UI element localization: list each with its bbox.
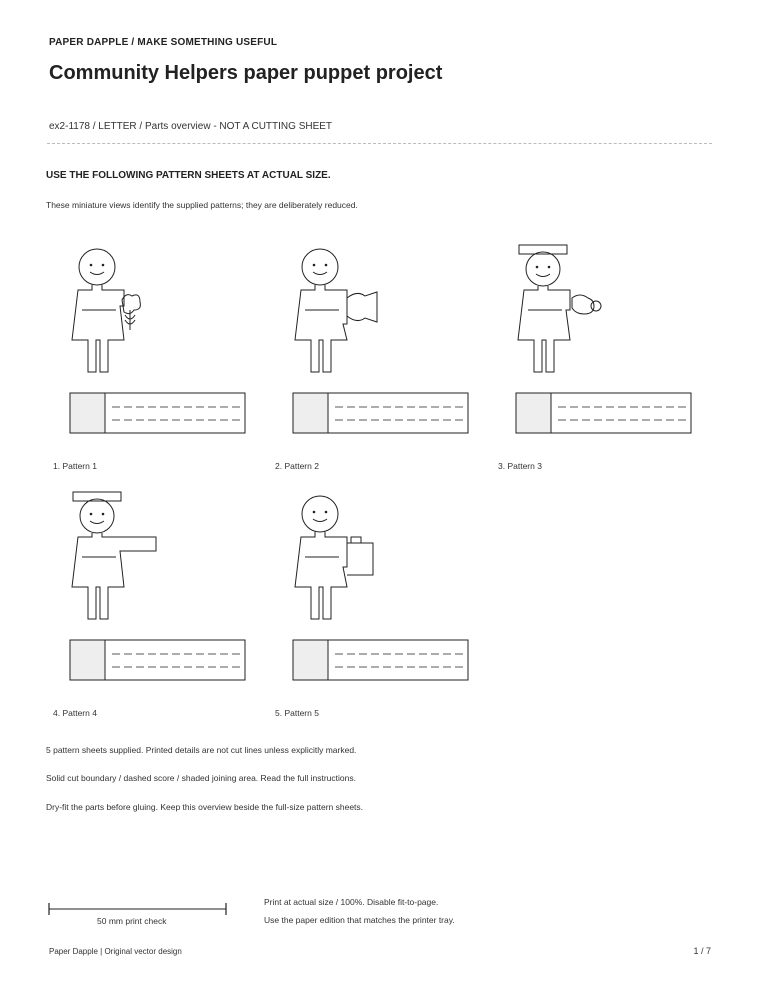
print-instruction-2: Use the paper edition that matches the printer tray. [264,915,455,925]
pattern-caption-2: 2. Pattern 2 [275,461,319,471]
puppet-pattern-5-icon [293,487,473,687]
puppet-pattern-1-icon [70,240,250,440]
pattern-card-3 [516,240,696,455]
brand-breadcrumb: PAPER DAPPLE / MAKE SOMETHING USEFUL [49,37,278,48]
pattern-caption-1: 1. Pattern 1 [53,461,97,471]
pattern-card-1 [70,240,250,455]
scale-bar-icon [47,902,229,916]
puppet-pattern-4-icon [70,487,250,687]
instruction-heading: USE THE FOLLOWING PATTERN SHEETS AT ACTUAL SIZE. [46,170,331,181]
scale-bar-label: 50 mm print check [97,916,167,926]
footer-credit: Paper Dapple | Original vector design [49,947,182,956]
pattern-caption-4: 4. Pattern 4 [53,708,97,718]
note-line-legend: Solid cut boundary / dashed score / shaded joining area. Read the full instructions. [46,773,356,783]
note-sheets-supplied: 5 pattern sheets supplied. Printed details are not cut lines unless explicitly marked. [46,745,357,755]
puppet-pattern-3-icon [516,240,696,440]
pattern-caption-5: 5. Pattern 5 [275,708,319,718]
print-instruction-1: Print at actual size / 100%. Disable fit-to-page. [264,897,439,907]
intro-text: These miniature views identify the supplied patterns; they are deliberately reduced. [46,200,358,210]
note-dry-fit: Dry-fit the parts before gluing. Keep this overview beside the full-size pattern sheets. [46,802,364,812]
dashed-divider [47,143,712,144]
pattern-card-4 [70,487,250,702]
pattern-card-5 [293,487,473,702]
pattern-caption-3: 3. Pattern 3 [498,461,542,471]
pattern-card-2 [293,240,473,455]
page-title: Community Helpers paper puppet project [49,62,443,84]
puppet-pattern-2-icon [293,240,473,440]
document-meta: ex2-1178 / LETTER / Parts overview - NOT A CUTTING SHEET [49,121,333,132]
page-number: 1 / 7 [693,946,711,956]
